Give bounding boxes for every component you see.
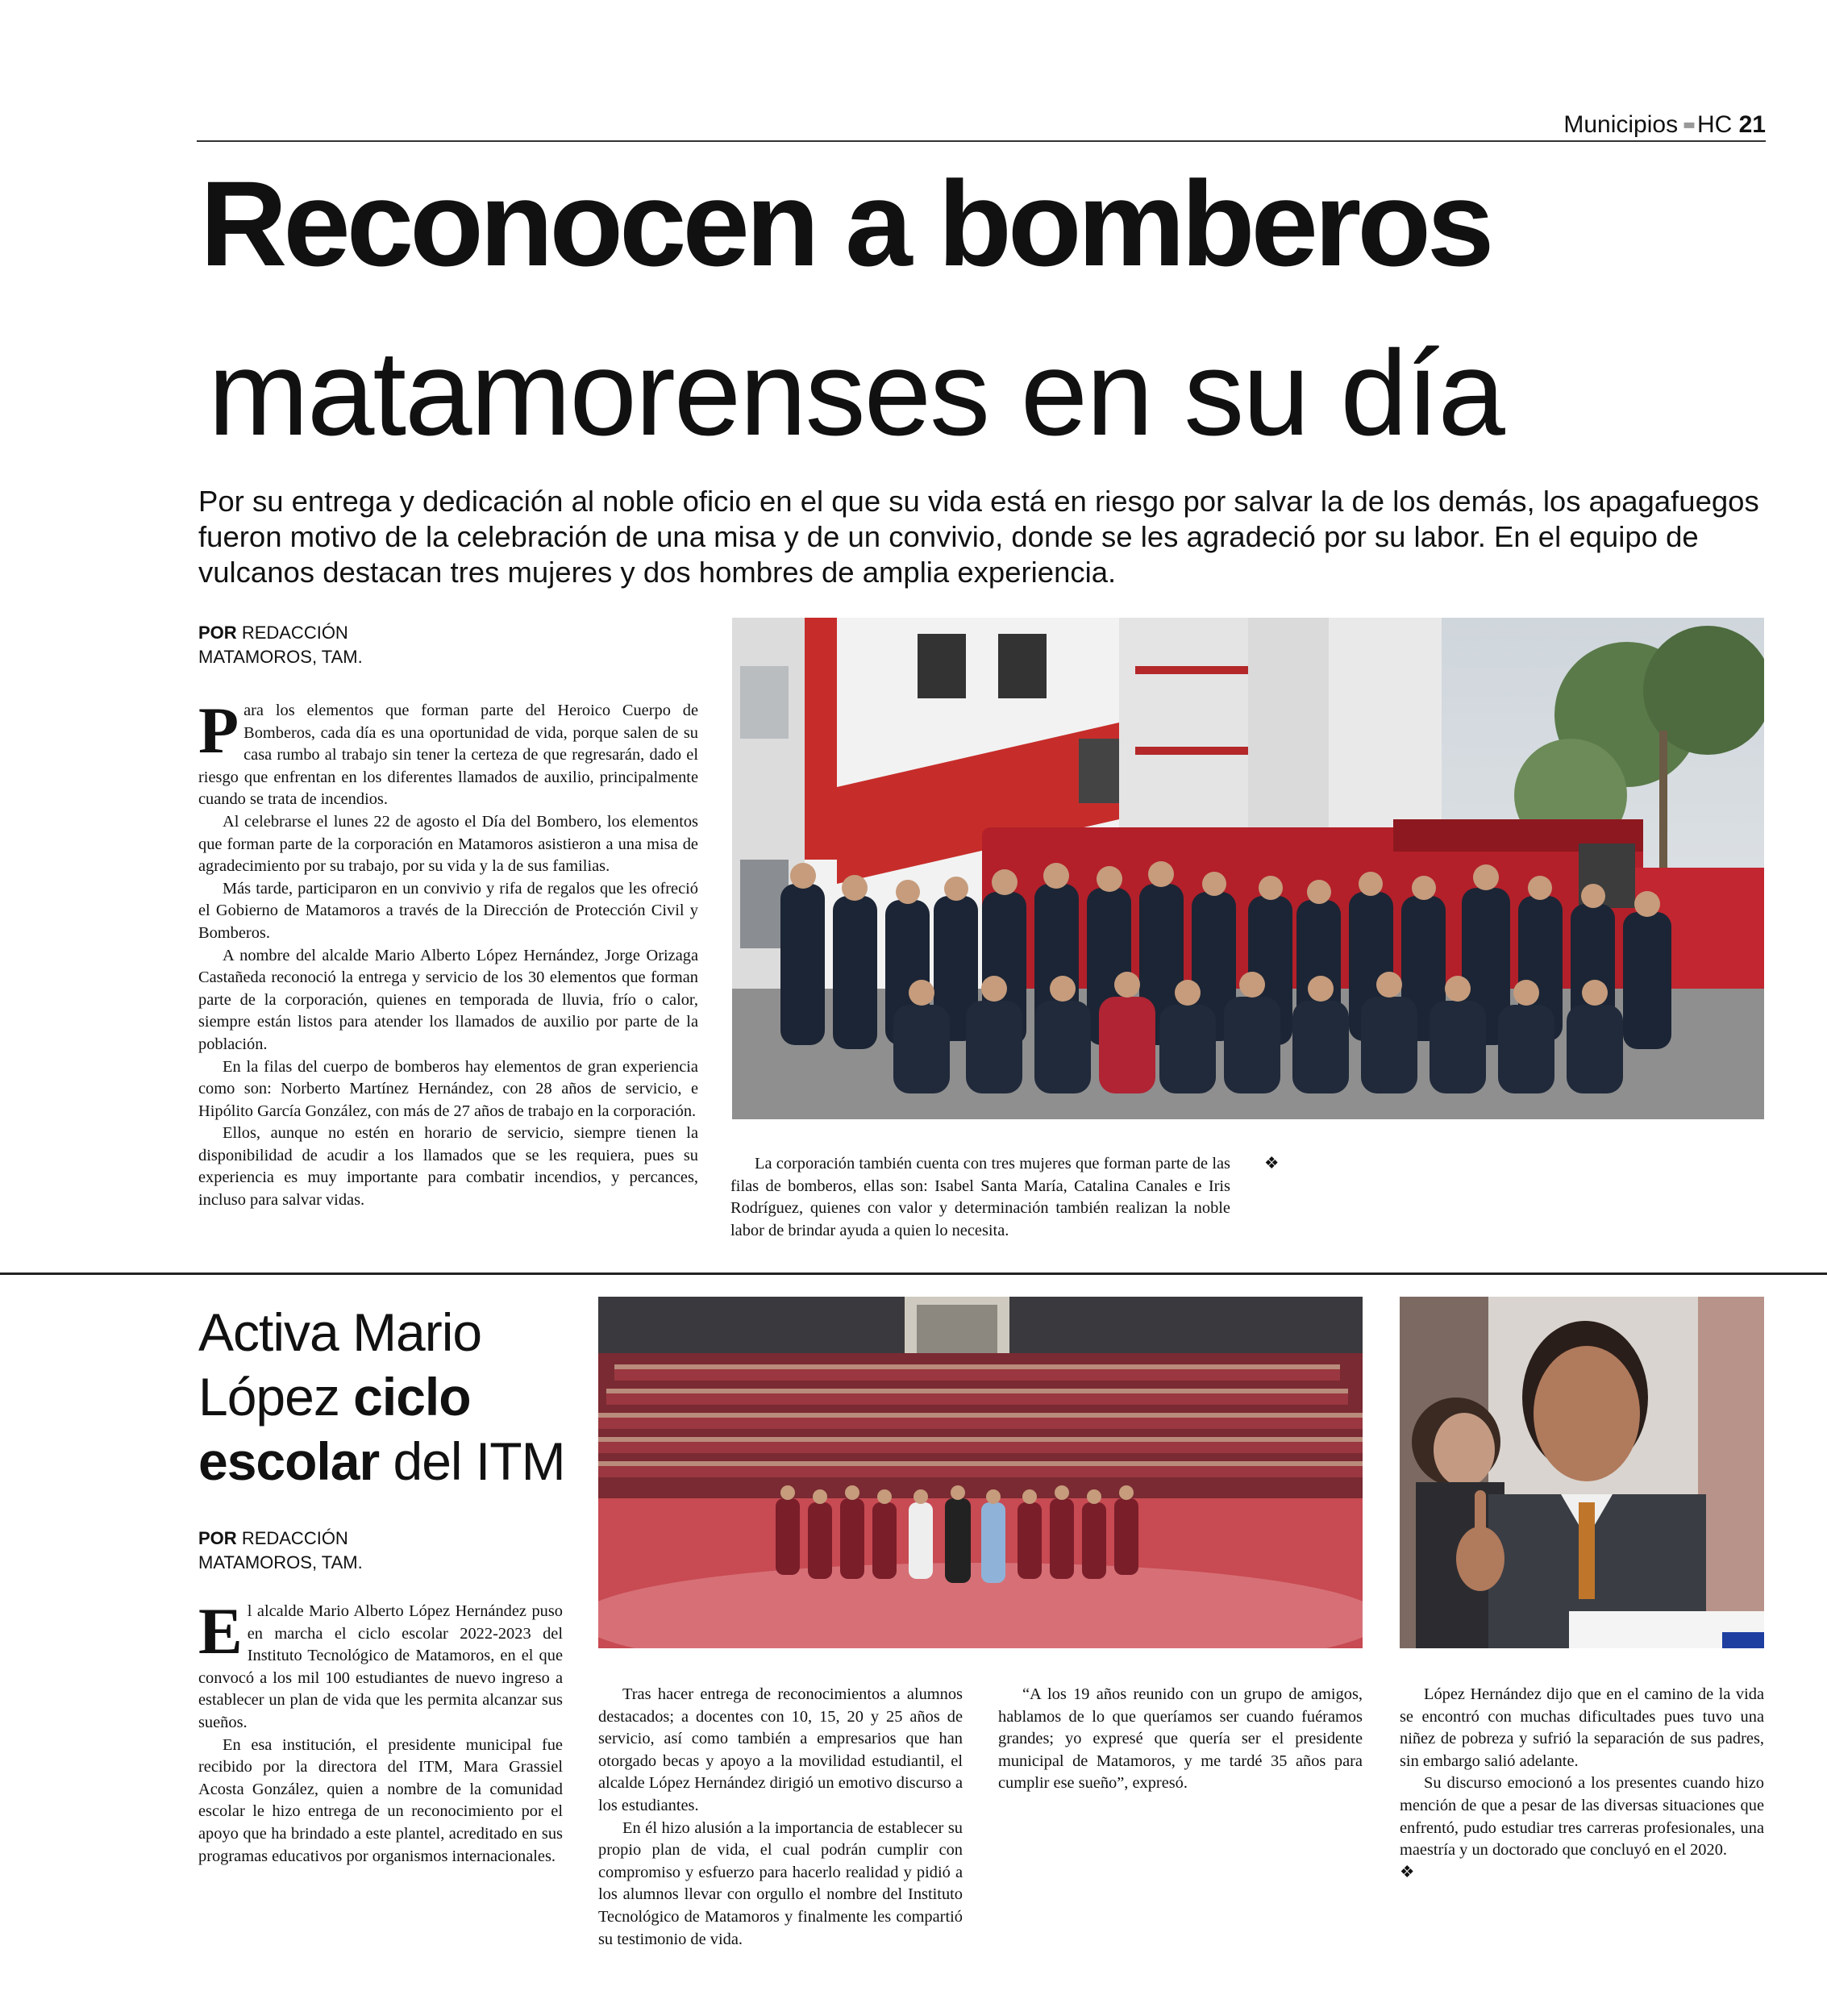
section-label xyxy=(1563,111,1766,139)
headline-part: Activa Mario xyxy=(198,1302,482,1362)
byline-place: MATAMOROS, TAM. xyxy=(198,1552,363,1572)
dropcap: P xyxy=(198,700,239,767)
paragraph: A nombre del alcalde Mario Alberto López Hernández, Jorge Orizaga Castañeda reconoció la entrega y servicio de los 30 elementos que forman parte de la corporación, quienes en temporada de lluvia, frío o calor, siempre están listos para atender los llamados de auxilio por parte de la población. xyxy=(198,946,698,1053)
end-mark: ❖ xyxy=(1400,1863,1415,1881)
section-divider xyxy=(0,1272,1827,1275)
byline-por: POR xyxy=(198,623,237,643)
headline-part-bold: ciclo xyxy=(353,1367,471,1427)
byline xyxy=(198,1527,601,1575)
paragraph: Más tarde, participaron en un convivio y rifa de regalos que les ofreció el Gobierno de Matamoros a través de la Dirección de Protección Civil y Bomberos. xyxy=(198,879,698,942)
paragraph: l alcalde Mario Alberto López Hernández puso en marcha el ciclo escolar 2022-2023 del Instituto Tecnológico de Matamoros, en el que convocó a los mil 100 estudiantes de nuevo ingreso a establecer un plan de vida que les permita alcanzar sus sueños. xyxy=(198,1602,563,1731)
page-number: 21 xyxy=(1738,111,1766,138)
section-name: Municipios xyxy=(1563,111,1679,138)
byline-author: REDACCIÓN xyxy=(241,1528,348,1548)
headline-story-2 xyxy=(198,1300,601,1493)
headline-bold: Reconocen a bomberos xyxy=(200,156,1491,291)
story2-column-3 xyxy=(998,1684,1363,2000)
story-deck: Por su entrega y dedicación al noble oficio en el que su vida está en riesgo por salvar la de los demás, los apagafuegos fueron motivo de la celebración de una misa y de un convivio, donde se les agradeció por su labor. En el equipo de vulcanos destacan tres mujeres y dos hombres de amplia experiencia. xyxy=(198,485,1759,589)
story2-column-4 xyxy=(1400,1684,1764,2000)
dropcap: E xyxy=(198,1601,243,1668)
firefighters-photo xyxy=(732,618,1764,1119)
speaker-photo xyxy=(1400,1297,1764,1648)
story2-column-1 xyxy=(198,1601,563,2000)
story1-column-2 xyxy=(730,1153,1230,1262)
paragraph: ❖ xyxy=(1264,1155,1280,1173)
headline-part: del ITM xyxy=(393,1431,565,1491)
story2-column-2 xyxy=(598,1684,963,2000)
headline-part: López xyxy=(198,1367,339,1427)
paragraph: La corporación también cuenta con tres mujeres que forman parte de las filas de bomberos, ellas son: Isabel Santa María, Catalina Canales e Iris Rodríguez, quienes con valor y determinación también realizan la noble labor de brindar ayuda a quien lo necesita. xyxy=(730,1155,1230,1239)
paragraph: En la filas del cuerpo de bomberos hay elementos de gran experiencia como son: Norberto Martínez Hernández, con 28 años de servicio, e Hipólito García González, con más de 27 años de trabajo en la corporación. xyxy=(198,1057,698,1120)
headline-part-bold: escolar xyxy=(198,1431,380,1491)
paragraph: “A los 19 años reunido con un grupo de amigos, hablamos de lo que queríamos ser cuando fuéramos grandes; yo expresé que quería ser el presidente municipal de Matamoros, y me tardé 35 años para cumplir ese sueño”, expresó. xyxy=(998,1685,1363,1793)
brand-mark: HC xyxy=(1696,111,1733,138)
byline-author: REDACCIÓN xyxy=(241,623,348,643)
byline-place: MATAMOROS, TAM. xyxy=(198,647,363,667)
paragraph: En él hizo alusión a la importancia de establecer su propio plan de vida, el cual podrán cumplir con compromiso y esfuerzo para hacerlo realidad y pidió a los alumnos llevar con orgullo el nombre del Instituto Tecnológico de Matamoros y finalmente les compartió su testimonio de vida. xyxy=(598,1818,963,1948)
page-header xyxy=(197,108,1766,142)
paragraph: Su discurso emocionó a los presentes cuando hizo mención de que a pesar de las diversas situaciones que enfrentó, pudo estudiar tres carreras profesionales, una maestría y un doctorado que concluyó en el 2020. xyxy=(1400,1774,1764,1860)
auditorium-photo xyxy=(598,1297,1363,1648)
byline xyxy=(198,621,601,669)
paragraph: Tras hacer entrega de reconocimientos a alumnos destacados; a docentes con 10, 15, 20 y 25 años de servicio, así como también a empresarios que han otorgado becas y apoyo a la movilidad estudiantil, el alcalde López Hernández dirigió un emotivo discurso a los estudiantes. xyxy=(598,1685,963,1814)
paragraph: ara los elementos que forman parte del Heroico Cuerpo de Bomberos, cada día es una oportunidad de vida, porque salen de su casa rumbo al trabajo sin tener la certeza de que regresarán, dado el riesgo que enfrentan en los diferentes llamados de auxilio, principalmente cuando se trata de incendios. xyxy=(198,702,698,809)
paragraph: En esa institución, el presidente municipal fue recibido por la directora del ITM, Mara Grassiel Acosta González, quien a nombre de la comunidad escolar le hizo entrega de un reconocimiento por el apoyo que ha brindado a este plantel, acreditado en sus programas educativos por organismos internacionales. xyxy=(198,1735,563,1865)
paragraph: Ellos, aunque no estén en horario de servicio, siempre tienen la disponibilidad de acudir a los llamados que se les requiera, pues su experiencia es muy importante para combatir incendios, y percances, incluso para salvar vidas. xyxy=(198,1124,698,1210)
byline-por: POR xyxy=(198,1528,237,1548)
story1-column-3 xyxy=(1264,1153,1764,1262)
story1-column-1 xyxy=(198,700,698,1264)
headline-light: matamorenses en su día xyxy=(208,325,1504,460)
paragraph: López Hernández dijo que en el camino de la vida se encontró con muchas dificultades pues tuvo una niñez de pobreza y sufrió la separación de sus padres, sin embargo salió adelante. xyxy=(1400,1685,1764,1770)
separator-dots-icon: ▪▪ xyxy=(1683,112,1692,137)
paragraph: Al celebrarse el lunes 22 de agosto el Día del Bombero, los elementos que forman parte de la corporación en Matamoros asistieron a una misa de agradecimiento por su trabajo, por su vida y la de sus familias. xyxy=(198,812,698,876)
